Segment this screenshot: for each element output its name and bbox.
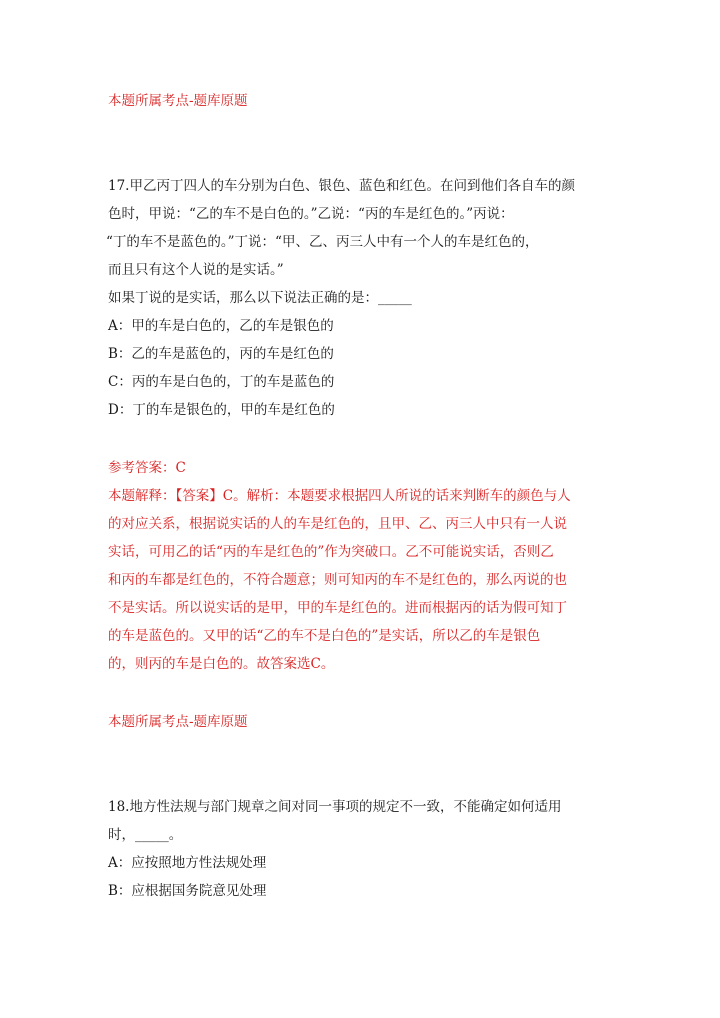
option-b: B：应根据国务院意见处理 bbox=[108, 883, 267, 899]
option-b: B：乙的车是蓝色的，丙的车是红色的 bbox=[108, 346, 334, 362]
question-text-line: 17.甲乙丙丁四人的车分别为白色、银色、蓝色和红色。在问到他们各自车的颜 bbox=[108, 178, 575, 194]
question-text-line: 时，_____。 bbox=[108, 827, 183, 843]
explanation-line: 不是实话。所以说实话的是甲，甲的车是红色的。进而根据丙的话为假可知丁 bbox=[108, 600, 567, 616]
explanation-line: 本题解释：【答案】C。解析：本题要求根据四人所说的话来判断车的颜色与人 bbox=[108, 488, 571, 504]
topic-label: 本题所属考点-题库原题 bbox=[108, 93, 248, 109]
option-d: D：丁的车是银色的，甲的车是红色的 bbox=[108, 402, 335, 418]
option-a: A：甲的车是白色的，乙的车是银色的 bbox=[108, 318, 334, 334]
explanation-line: 的车是蓝色的。又甲的话“乙的车不是白色的”是实话，所以乙的车是银色 bbox=[108, 628, 541, 644]
reference-answer: 参考答案：C bbox=[108, 460, 186, 476]
explanation-line: 的，则丙的车是白色的。故答案选C。 bbox=[108, 656, 335, 672]
option-c: C：丙的车是白色的，丁的车是蓝色的 bbox=[108, 374, 335, 390]
explanation-line: 的对应关系，根据说实话的人的车是红色的，且甲、乙、丙三人中只有一人说 bbox=[108, 516, 567, 532]
question-text-line: “丁的车不是蓝色的。”丁说：“甲、乙、丙三人中有一个人的车是红色的， bbox=[106, 234, 539, 250]
topic-label: 本题所属考点-题库原题 bbox=[108, 714, 248, 730]
question-text-line: 而且只有这个人说的是实话。” bbox=[108, 262, 284, 278]
explanation-line: 实话，可用乙的话“丙的车是红色的”作为突破口。乙不可能说实话，否则乙 bbox=[108, 544, 554, 560]
explanation-line: 和丙的车都是红色的，不符合题意；则可知丙的车不是红色的，那么丙说的也 bbox=[108, 572, 567, 588]
question-text-line: 18.地方性法规与部门规章之间对同一事项的规定不一致，不能确定如何适用 bbox=[108, 799, 562, 815]
question-text-line: 色时，甲说：“乙的车不是白色的。”乙说：“丙的车是红色的。”丙说： bbox=[108, 206, 514, 222]
option-a: A：应按照地方性法规处理 bbox=[108, 855, 267, 871]
question-prompt: 如果丁说的是实话，那么以下说法正确的是：_____ bbox=[108, 290, 412, 306]
